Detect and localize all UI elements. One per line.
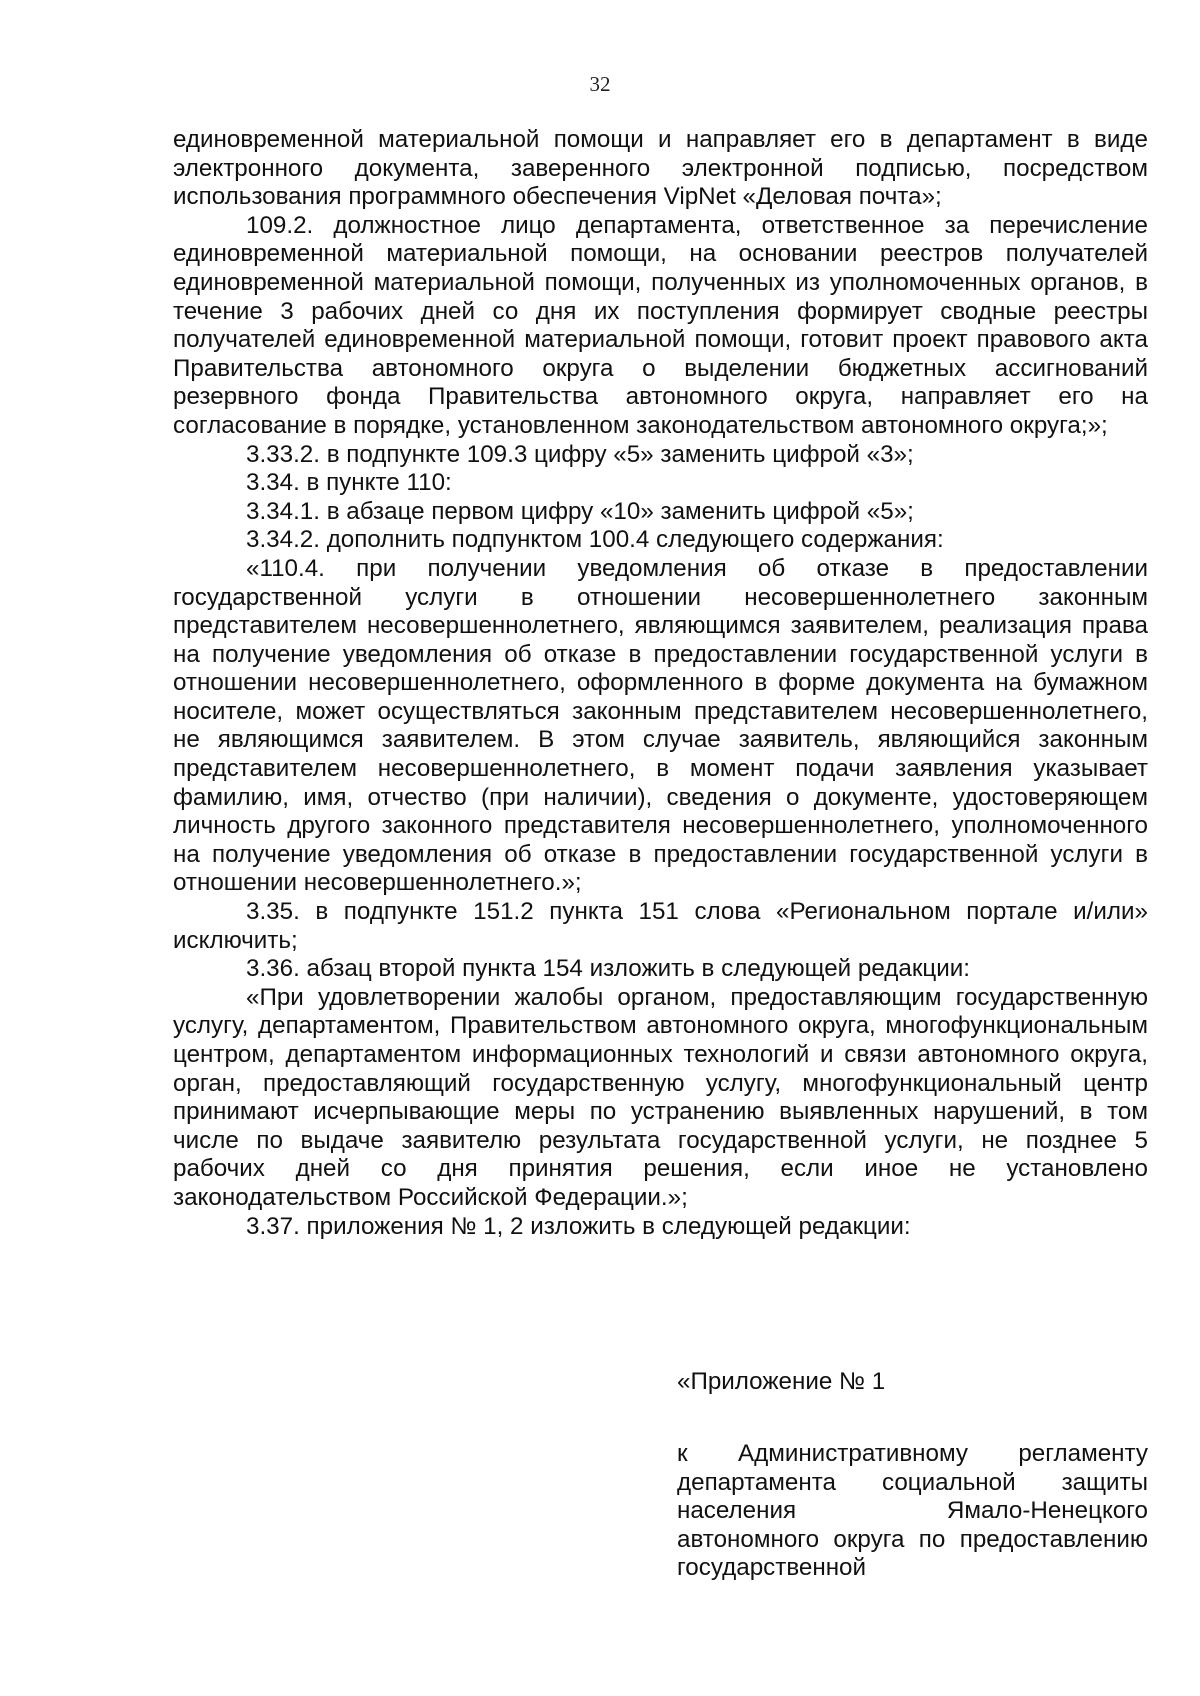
paragraph-3-35: 3.35. в подпункте 151.2 пункта 151 слова «Региональном портале и/или» исключить; [173,898,1148,954]
paragraph-109-2: 109.2. должностное лицо департамента, ответственное за перечисление единовременной материальной помощи, на основании реестров получателей единовременной материальной помощи, полученных из уполномоченных органов, в течение 3 рабочих дней со дня их поступления формирует сводные реестры получателей единовременной материальной помощи, готовит проект правового акта Правительства автономного округа о выделении бюджетных ассигнований резервного фонда Правительства автономного округа, направляет его на согласование в порядке, установленном законодательством автономного округа;»; [173,211,1148,439]
appendix-reference: к Административному регламенту департамента социальной защиты населения Ямало-Ненецкого автономного округа по предоставлению государственной [677,1440,1148,1582]
paragraph-complaint-quote: «При удовлетворении жалобы органом, предоставляющим государственную услугу, департаментом, Правительством автономного округа, многофункциональным центром, департаментом информационных технологий и связи автономного округа, орган, предоставляющий государственную услугу, многофункциональный центр принимают исчерпывающие меры по устранению выявленных нарушений, в том числе по выдаче заявителю результата государственной услуги, не позднее 5 рабочих дней со дня принятия решения, если иное не установлено законодательством Российской Федерации.»; [173,983,1148,1211]
paragraph-continuation: единовременной материальной помощи и направляет его в департамент в виде электронного документа, заверенного электронной подписью, посредством использования программного обеспечения VipNet «Деловая почта»; [173,126,1148,211]
paragraph-3-33-2: 3.33.2. в подпункте 109.3 цифру «5» заменить цифрой «3»; [246,440,914,468]
paragraph-3-34: 3.34. в пункте 110: [246,469,452,497]
paragraph-3-34-2: 3.34.2. дополнить подпунктом 100.4 следующего содержания: [246,526,944,554]
appendix-title: «Приложение № 1 [677,1368,886,1395]
document-body [173,126,1148,1241]
page-number: 32 [589,72,611,96]
paragraph-3-37: 3.37. приложения № 1, 2 изложить в следующей редакции: [246,1212,911,1240]
paragraph-3-36: 3.36. абзац второй пункта 154 изложить в следующей редакции: [246,955,971,983]
paragraph-3-34-1: 3.34.1. в абзаце первом цифру «10» заменить цифрой «5»; [246,497,914,525]
paragraph-110-4: «110.4. при получении уведомления об отказе в предоставлении государственной услуги в отношении несовершеннолетнего законным представителем несовершеннолетнего, являющимся заявителем, реализация права на получение уведомления об отказе в предоставлении государственной услуги в отношении несовершеннолетнего, оформленного в форме документа на бумажном носителе, может осуществляться законным представителем несовершеннолетнего, не являющимся заявителем. В этом случае заявитель, являющийся законным представителем несовершеннолетнего, в момент подачи заявления указывает фамилию, имя, отчество (при наличии), сведения о документе, удостоверяющем личность другого законного представителя несовершеннолетнего, уполномоченного на получение уведомления об отказе в предоставлении государственной услуги в отношении несовершеннолетнего.»; [173,554,1148,897]
